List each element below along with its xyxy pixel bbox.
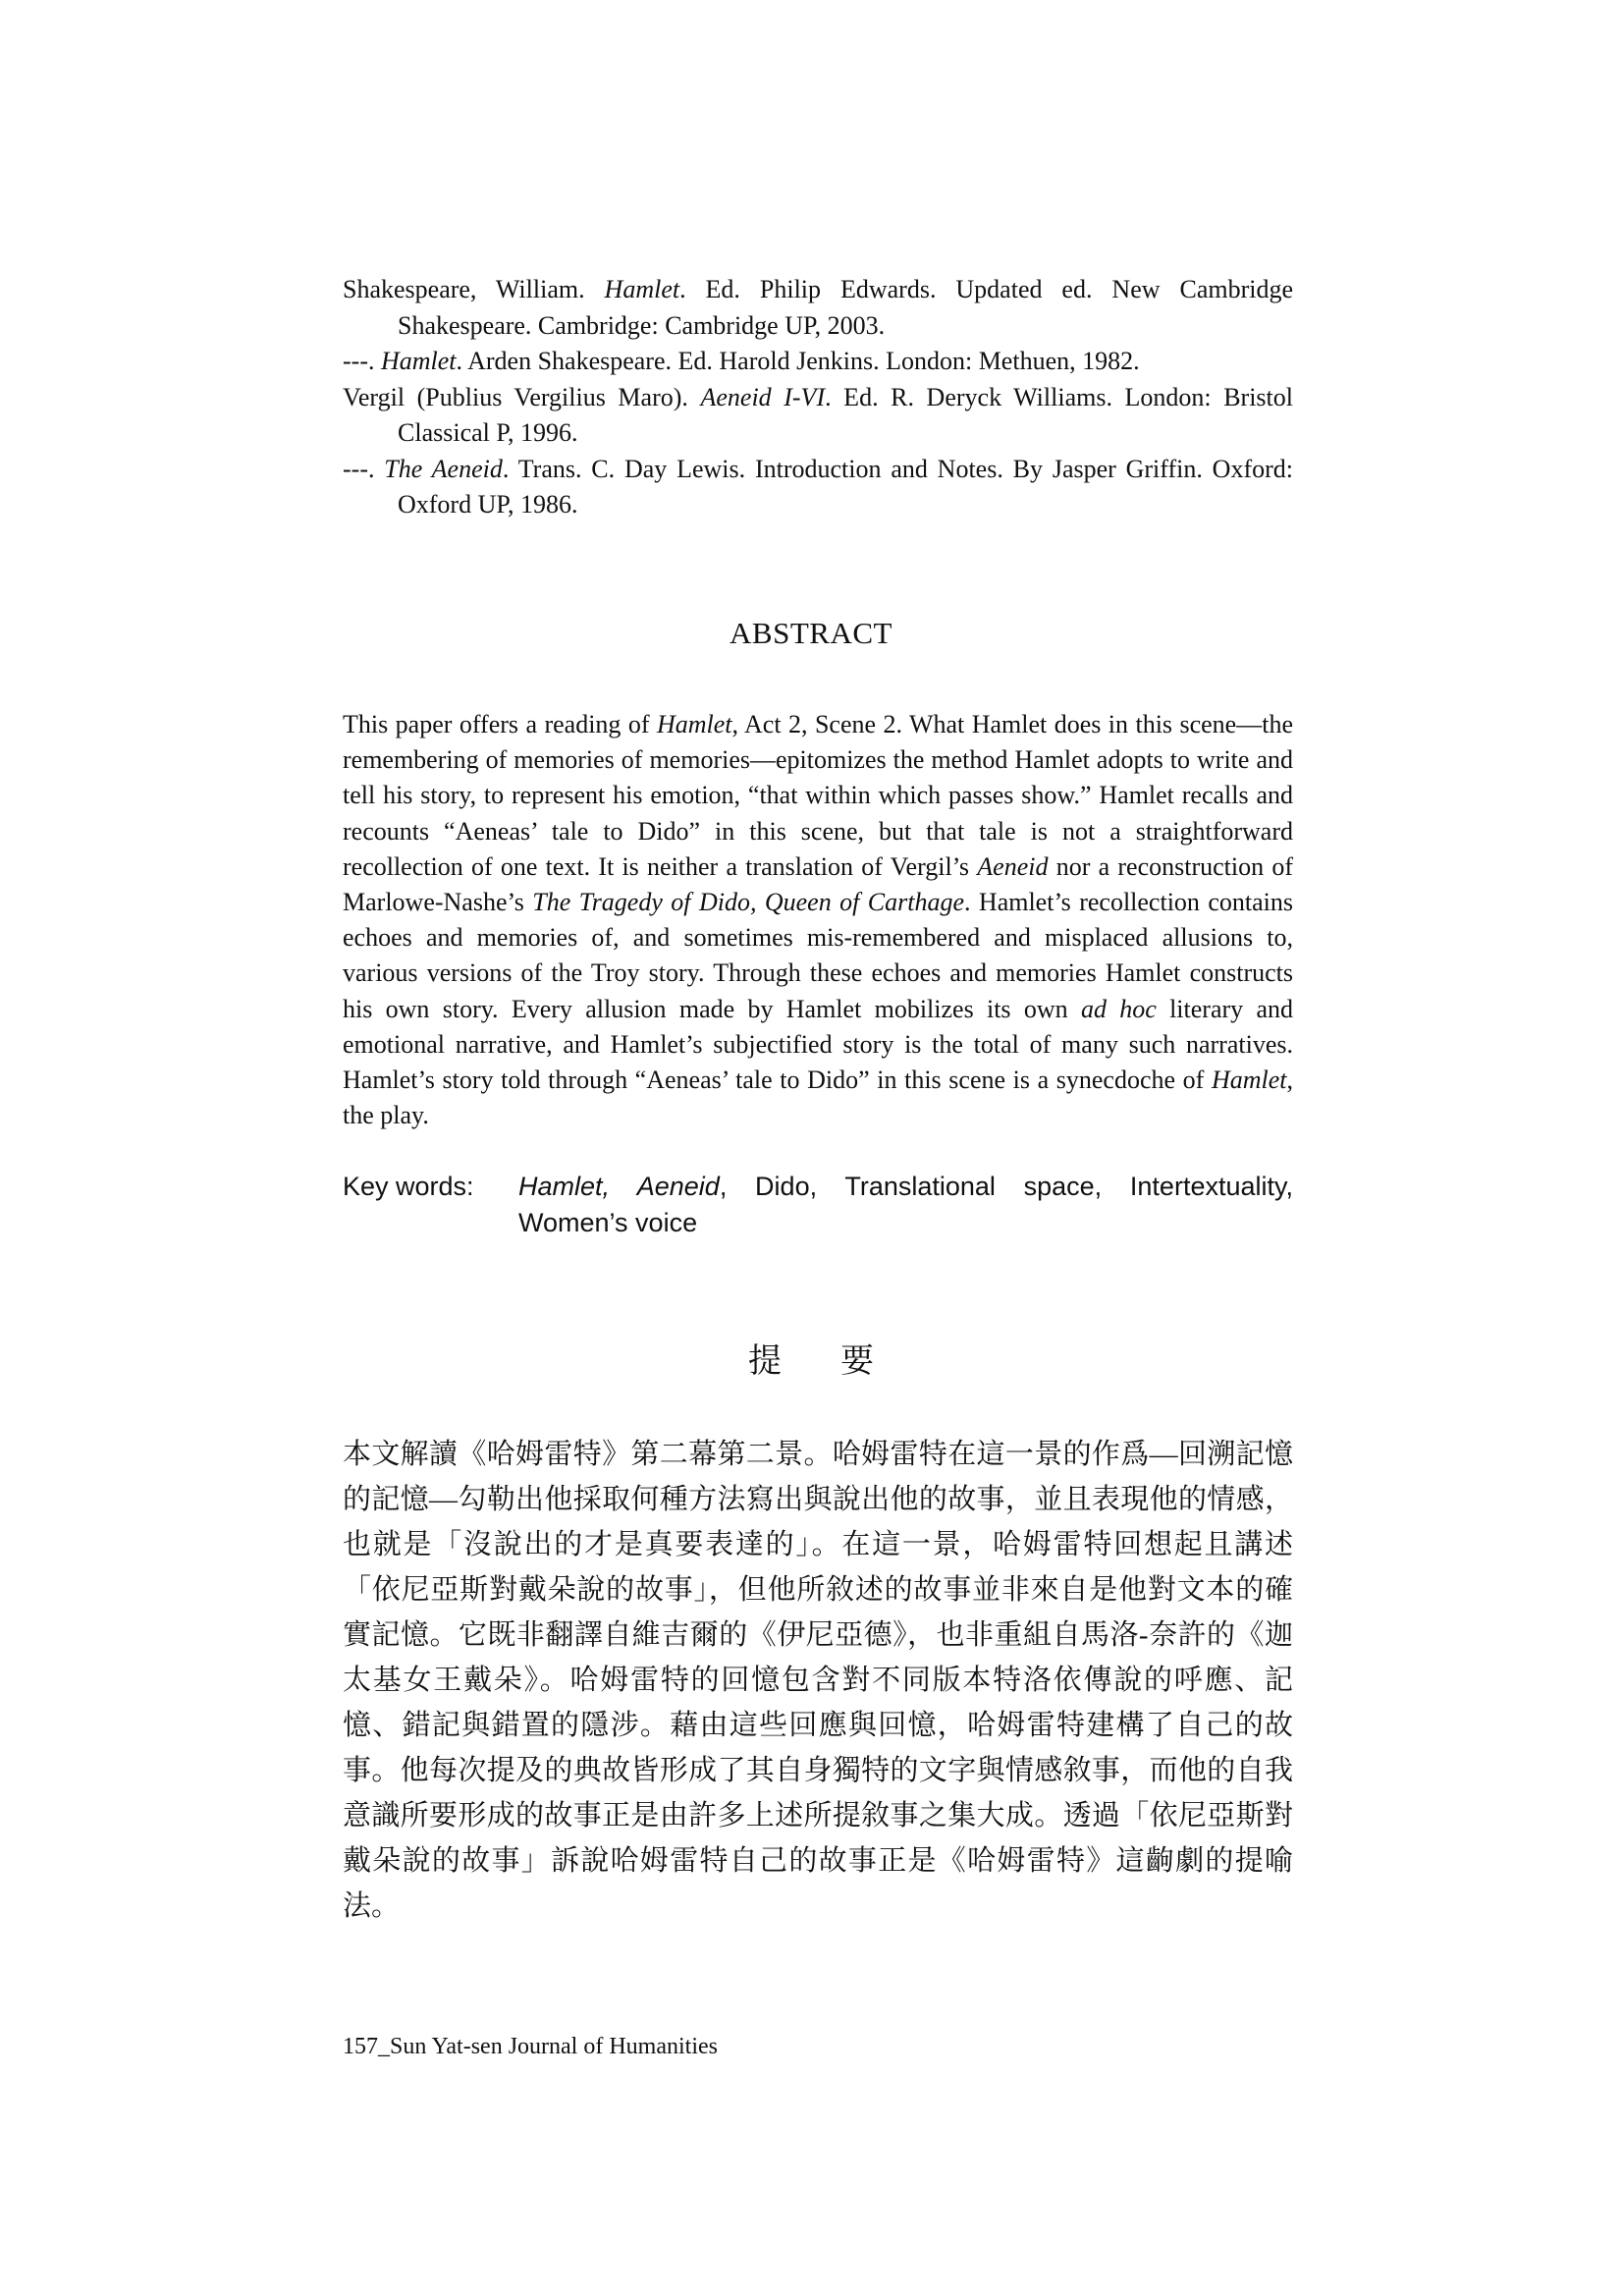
abstract-text: This paper offers a reading of [343,710,657,738]
chinese-heading-char: 要 [840,1343,874,1380]
abstract-text: . Hamlet’s recollection contains echoes and memories of, and sometimes mis-remembered and misplaced allusions to, various versions of the Troy story. Through these echoes and memories Hamlet constructs his own story. Every allusion made by Hamlet mobilizes its own [343,888,1293,1023]
reference-text: Shakespeare, William. [343,275,605,303]
abstract-text: , the play. [343,1066,1293,1130]
abstract-text: nor a reconstruction of Marlowe-Nashe’s [343,851,1293,917]
page-footer: 157_Sun Yat-sen Journal of Humanities [343,2034,718,2059]
abstract-italic: Hamlet [656,710,732,738]
abstract-text: literary and emotional narrative, and Hamlet’s subjectified story is the total of many such narratives. Hamlet’s story told through “Aeneas’ tale to Dido” in this scene is a synecdoche of [343,994,1293,1095]
abstract-italic: The Tragedy of Dido, Queen of Carthage [532,888,964,917]
reference-text: . Arden Shakespeare. Ed. Harold Jenkins. London: Methuen, 1982. [456,347,1140,375]
keywords-block [343,1169,1293,1241]
reference-entry [343,452,1293,523]
keywords-label: Key words: [343,1172,474,1201]
abstract-text: , Act 2, Scene 2. What Hamlet does in this scene—the remembering of memories of memories—epitomizes the method Hamlet adopts to write and tell his story, to represent his emotion, “that within which passes show.” Hamlet recalls and recounts “Aeneas’ tale to Dido” in this scene, but that tale is not a straightforward recollection of one text. It is neither a translation of Vergil’s [343,710,1293,881]
keywords-rest: , Dido, Translational space, Intertextuality, Women’s voice [518,1172,1293,1237]
references-list [343,272,1293,523]
reference-entry [343,344,1293,380]
reference-entry [343,380,1293,452]
reference-text: ---. [343,347,381,375]
abstract-italic: Aeneid [977,851,1049,881]
reference-title: Hamlet [380,347,457,375]
reference-title: Aeneid I-VI [700,382,826,411]
reference-text: ---. [343,454,385,483]
chinese-heading-char: 提 [748,1343,782,1380]
keywords-list [518,1169,1293,1241]
abstract-italic: ad hoc [1080,994,1157,1023]
reference-entry [343,272,1293,344]
reference-title: The Aeneid [384,454,503,483]
chinese-abstract-paragraph: 本文解讀《哈姆雷特》第二幕第二景。哈姆雷特在這一景的作爲—回溯記憶的記憶—勾勒出他採取何種方法寫出與說出他的故事，並且表現他的情感，也就是「沒說出的才是真要表達的」。在這一景，哈姆雷特回想起且講述「依尼亞斯對戴朵說的故事」，但他所敘述的故事並非來自是他對文本的確實記憶。它既非翻譯自維吉爾的《伊尼亞德》，也非重組自馬洛-奈許的《迦太基女王戴朵》。哈姆雷特的回憶包含對不同版本特洛依傳說的呼應、記憶、錯記與錯置的隱涉。藉由這些回應與回憶，哈姆雷特建構了自己的故事。他每次提及的典故皆形成了其自身獨特的文字與情感敘事，而他的自我意識所要形成的故事正是由許多上述所提敘事之集大成。透過「依尼亞斯對戴朵說的故事」訴說哈姆雷特自己的故事正是《哈姆雷特》這齣劇的提喻法。 [343,1439,1293,1922]
reference-text: Vergil (Publius Vergilius Maro). [343,382,701,411]
reference-text: . Ed. Philip Edwards. Updated ed. New Cambridge Shakespeare. Cambridge: Cambridge UP, 2003. [398,275,1294,340]
abstract-italic: Hamlet [1211,1066,1287,1095]
reference-text: . Trans. C. Day Lewis. Introduction and Notes. By Jasper Griffin. Oxford: Oxford UP, 1986. [398,454,1293,519]
reference-text: . Ed. R. Deryck Williams. London: Bristol Classical P, 1996. [398,382,1293,447]
abstract-paragraph [343,707,1293,1133]
chinese-abstract-heading [0,1334,1622,1382]
keywords-italic: Hamlet, Aeneid [518,1172,720,1201]
reference-title: Hamlet [604,275,680,303]
abstract-heading: ABSTRACT [730,616,892,650]
